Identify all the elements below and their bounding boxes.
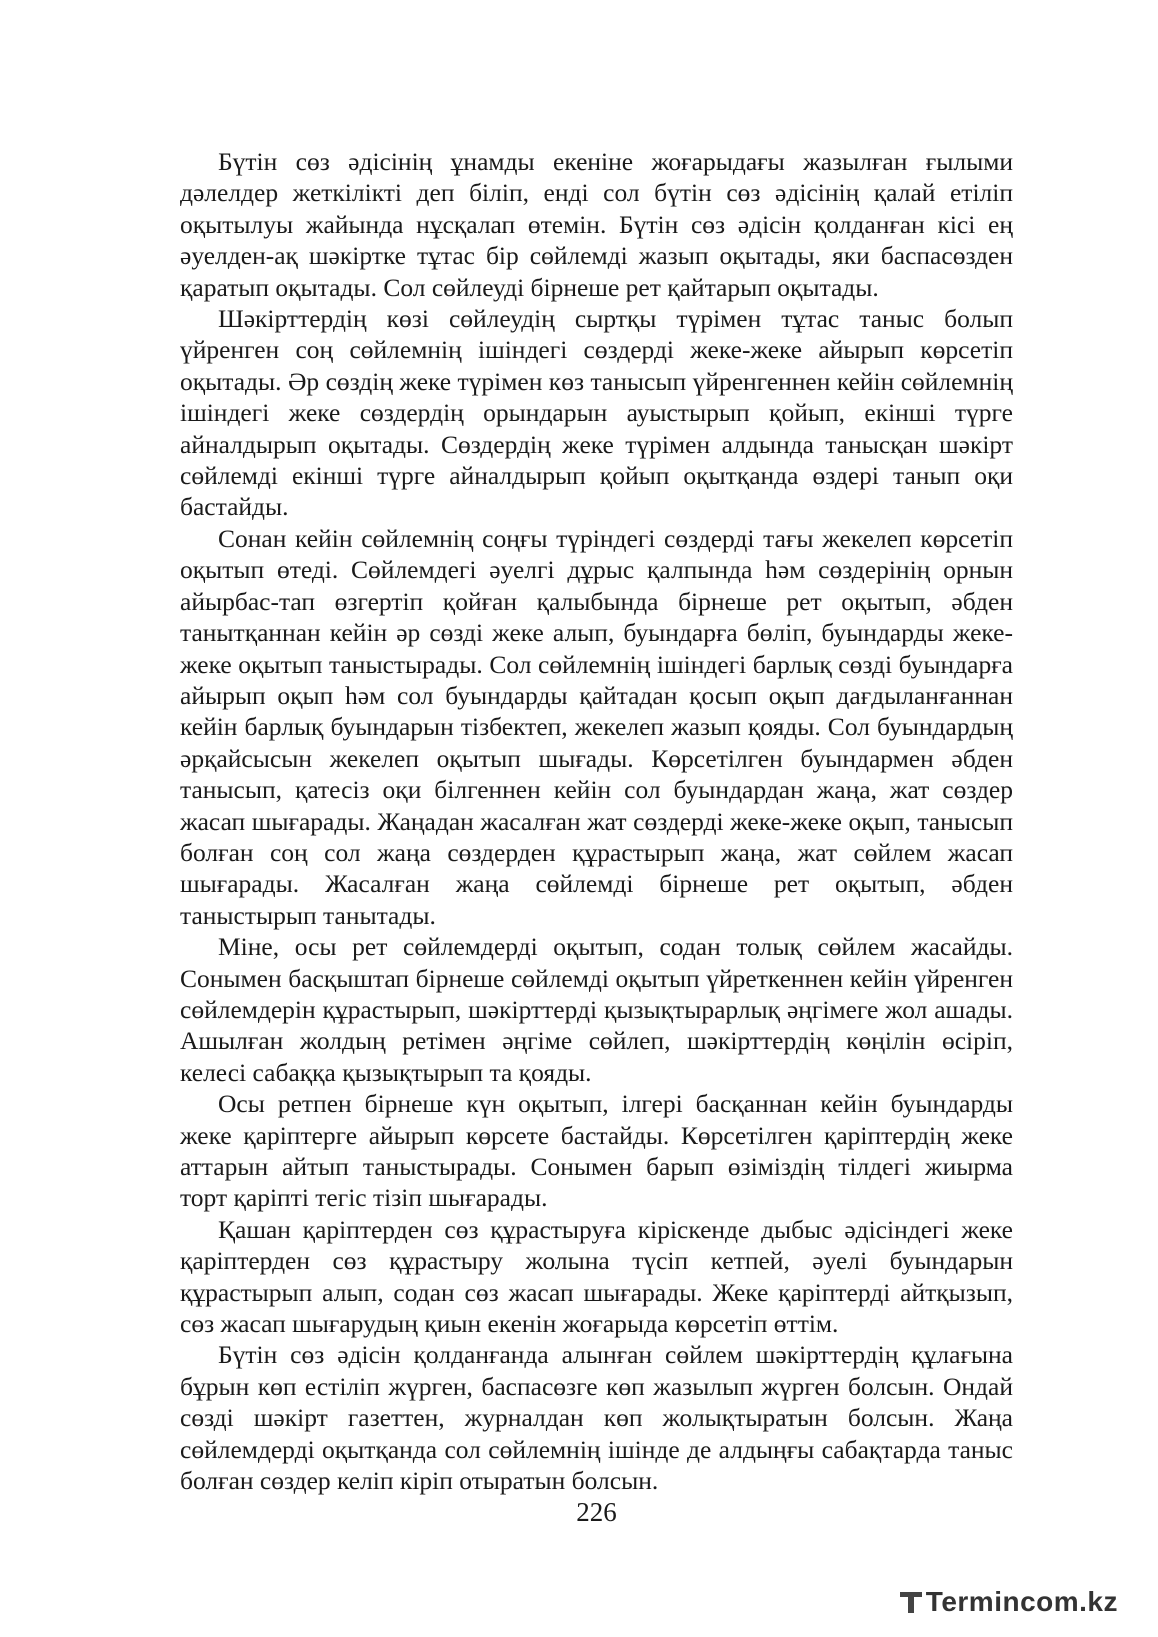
watermark[interactable] (898, 1586, 1118, 1618)
watermark-text: Termincom.kz (925, 1586, 1118, 1617)
termincom-logo-icon (898, 1589, 924, 1615)
body-text (180, 146, 1013, 1496)
paragraph-2: Шәкірттердің көзі сөйлеудің сыртқы түрімен тұтас таныс болып үйренген соң сөйлемнің ішіндегі сөздерді жеке-жеке айырып көрсетіп оқытады. Әр сөздің жеке түрімен көз танысып үйренгеннен кейін сөйлемнің ішіндегі жеке сөздердің орындарын ауыстырып қойып, екінші түрге айналдырып оқытады. Сөздердің жеке түрімен алдында танысқан шәкірт сөйлемді екінші түрге айналдырып қойып оқытқанда өздері танып оқи бастайды. (180, 304, 1013, 522)
paragraph-3: Сонан кейін сөйлемнің соңғы түріндегі сөздерді тағы жекелеп көрсетіп оқытып өтеді. Сөйлемдегі әуелгі дұрыс қалпында һәм сөздерінің орнын айырбас-тап өзгертіп қойған қалыбында бірнеше рет оқытып, әбден танытқаннан кейін әр сөзді жеке алып, буындарға бөліп, буындарды жеке-жеке оқытып таныстырады. Сол сөйлемнің ішіндегі барлық сөзді буындарға айырып оқып һәм сол буындарды қайтадан қосып оқып дағдыланғаннан кейін барлық буындарын тізбектеп, жекелеп жазып қояды. Сол буындардың әрқайсысын жекелеп оқытып шығады. Көрсетілген буындармен әбден танысып, қатесіз оқи білгеннен кейін сол буындардан жаңа, жат сөздер жасап шығарады. Жаңадан жасалған жат сөздерді жеке-жеке оқып, танысып болған соң сол жаңа сөздерден құрастырып жаңа, жат сөйлем жасап шығарады. Жасалған жаңа сөйлемді бірнеше рет оқытып, әбден таныстырып танытады. (180, 523, 1013, 930)
paragraph-4: Міне, осы рет сөйлемдерді оқытып, содан толық сөйлем жасайды. Сонымен басқыштап бірнеше сөйлемді оқытып үйреткеннен кейін үйренген сөйлемдерін құрастырып, шәкірттерді қызықтырарлық әңгімеге жол ашады. Ашылған жолдың ретімен әңгіме сөйлеп, шәкірттердің көңілін өсіріп, келесі сабаққа қызықтырып та қояды. (180, 932, 1013, 1087)
page-number: 226 (576, 1497, 617, 1527)
paragraph-1: Бүтін сөз әдісінің ұнамды екеніне жоғарыдағы жазылған ғылыми дәлелдер жеткілікті деп біліп, енді сол бүтін сөз әдісінің қалай етіліп оқытылуы жайында нұсқалап өтемін. Бүтін сөз әдісін қолданған кісі ең әуелден-ақ шәкіртке тұтас бір сөйлемді жазып оқытады, яки баспасөзден қаратып оқытады. Сол сөйлеуді бірнеше рет қайтарып оқытады. (180, 147, 1013, 302)
paragraph-7: Бүтін сөз әдісін қолданғанда алынған сөйлем шәкірттердің құлағына бұрын көп естіліп жүрген, баспасөзге көп жазылып жүрген болсын. Ондай сөзді шәкірт газеттен, журналдан көп жолықтыратын болсын. Жаңа сөйлемдерді оқытқанда сол сөйлемнің ішінде де алдыңғы сабақтарда таныс болған сөздер келіп кіріп отыратын болсын. (180, 1340, 1013, 1496)
paragraph-6: Қашан қаріптерден сөз құрастыруға кіріскенде дыбыс әдісіндегі жеке қаріптерден сөз құрастыру жолына түсіп кетпей, әуелі буындарын құрастырып алып, содан сөз жасап шығарады. Жеке қаріптерді айтқызып, сөз жасап шығарудың қиын екенін жоғарыда көрсетіп өттім. (180, 1214, 1013, 1339)
paragraph-5: Осы ретпен бірнеше күн оқытып, ілгері басқаннан кейін буындарды жеке қаріптерге айырып көрсете бастайды. Көрсетілген қаріптердің жеке аттарын айтып таныстырады. Сонымен барып өзіміздің тілдегі жиырма торт қаріпті тегіс тізіп шығарады. (180, 1089, 1013, 1213)
